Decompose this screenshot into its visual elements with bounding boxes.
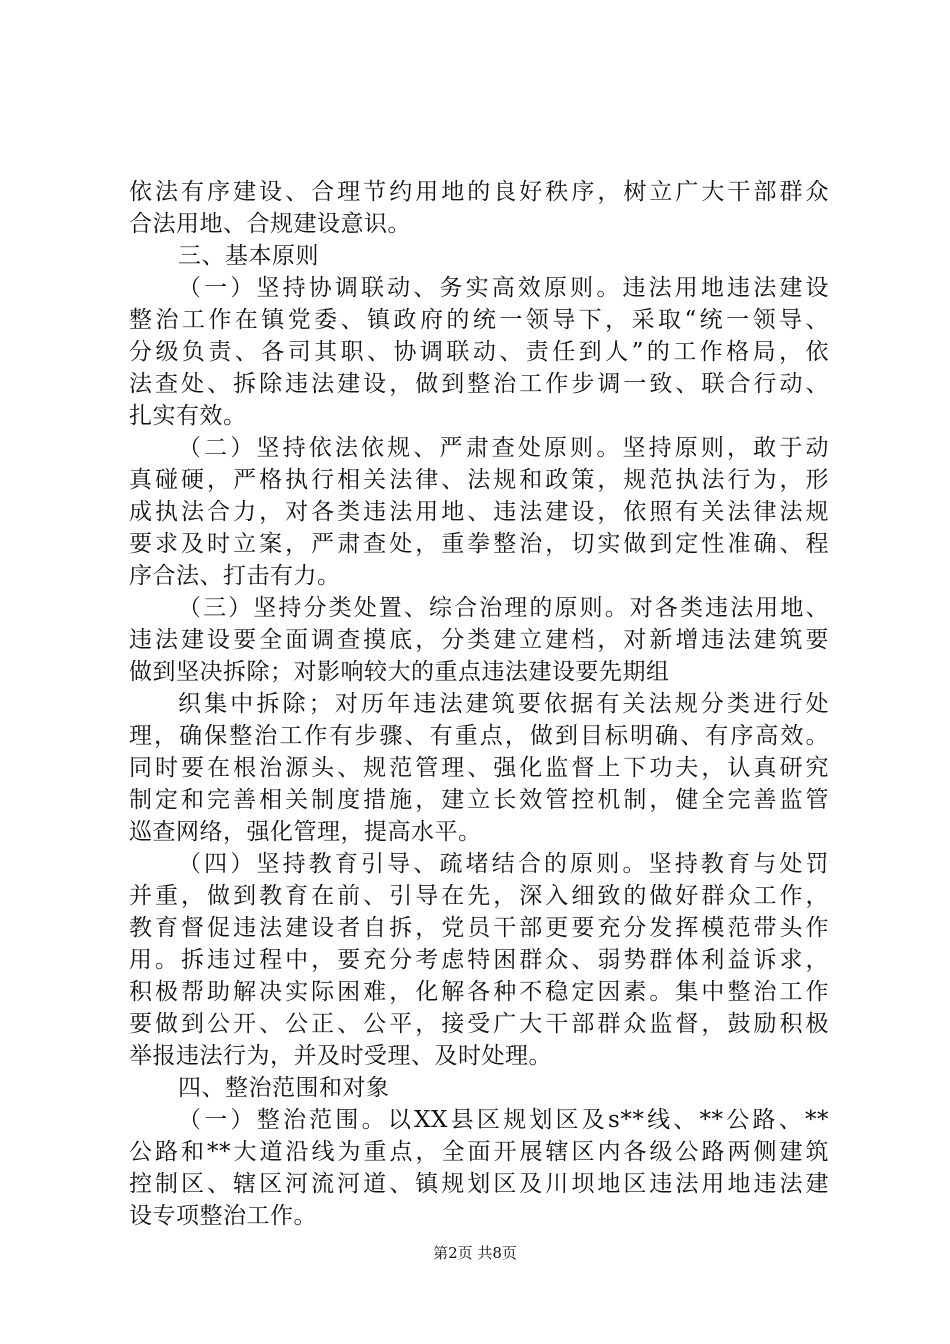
body-line: （二）坚持依法依规、严肃查处原则。坚持原则，敢于动 — [178, 435, 829, 461]
body-line: 做到坚决拆除；对影响较大的重点违法建设要先期组 — [129, 659, 670, 685]
body-line: （一）坚持协调联动、务实高效原则。违法用地违法建设 — [178, 275, 829, 301]
body-line: 并重，做到教育在前、引导在先，深入细致的做好群众工作， — [129, 883, 829, 909]
body-line: 整治工作在镇党委、镇政府的统一领导下，采取“统一领导、 — [129, 307, 829, 333]
body-line: 依法有序建设、合理节约用地的良好秩序，树立广大干部群众 — [129, 179, 829, 205]
section-heading: 三、基本原则 — [178, 243, 319, 269]
body-line: 序合法、打击有力。 — [129, 563, 341, 589]
body-line: 合法用地、合规建设意识。 — [129, 211, 411, 237]
body-line: 分级负责、各司其职、协调联动、责任到人”的工作格局，依 — [129, 339, 829, 365]
body-line: 教育督促违法建设者自拆，党员干部更要充分发挥模范带头作 — [129, 915, 829, 941]
body-line: 公路和**大道沿线为重点，全面开展辖区内各级公路两侧建筑 — [129, 1139, 829, 1165]
section-heading: 四、整治范围和对象 — [178, 1075, 390, 1101]
body-line: 用。拆违过程中，要充分考虑特困群众、弱势群体利益诉求， — [129, 947, 829, 973]
body-line: （四）坚持教育引导、疏堵结合的原则。坚持教育与处罚 — [178, 851, 829, 877]
body-line: 控制区、辖区河流河道、镇规划区及川坝地区违法用地违法建 — [129, 1171, 829, 1197]
body-line: 织集中拆除；对历年违法建筑要依据有关法规分类进行处 — [178, 691, 829, 717]
body-line: 扎实有效。 — [129, 403, 247, 429]
body-line: 巡查网络，强化管理，提高水平。 — [129, 819, 482, 845]
body-line: 真碰硬，严格执行相关法律、法规和政策，规范执法行为，形 — [129, 467, 829, 493]
body-line: 要做到公开、公正、公平，接受广大干部群众监督，鼓励积极 — [129, 1011, 829, 1037]
page-number-footer: 第2页 共8页 — [433, 1244, 517, 1262]
body-line: 成执法合力，对各类违法用地、违法建设，依照有关法律法规 — [129, 499, 829, 525]
body-line: （一）整治范围。以XX县区规划区及s**线、**公路、** — [178, 1107, 829, 1133]
body-line: 同时要在根治源头、规范管理、强化监督上下功夫，认真研究 — [129, 755, 829, 781]
body-line: （三）坚持分类处置、综合治理的原则。对各类违法用地、 — [178, 595, 829, 621]
body-line: 违法建设要全面调查摸底，分类建立建档，对新增违法建筑要 — [129, 627, 829, 653]
body-line: 设专项整治工作。 — [129, 1203, 317, 1229]
body-line: 举报违法行为，并及时受理、及时处理。 — [129, 1043, 552, 1069]
body-line: 要求及时立案，严肃查处，重拳整治，切实做到定性准确、程 — [129, 531, 829, 557]
body-line: 制定和完善相关制度措施，建立长效管控机制，健全完善监管 — [129, 787, 829, 813]
body-line: 积极帮助解决实际困难，化解各种不稳定因素。集中整治工作 — [129, 979, 829, 1005]
body-line: 法查处、拆除违法建设，做到整治工作步调一致、联合行动、 — [129, 371, 829, 397]
body-line: 理，确保整治工作有步骤、有重点，做到目标明确、有序高效。 — [129, 723, 829, 749]
